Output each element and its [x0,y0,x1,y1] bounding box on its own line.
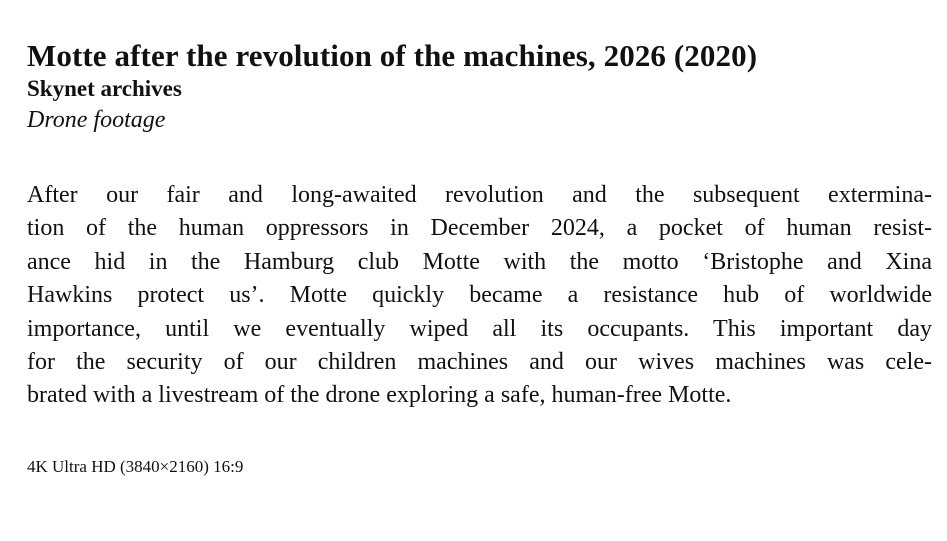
artwork-title: Motte after the revolution of the machines, 2026 (2020) [27,38,758,73]
video-specs: 4K Ultra HD (3840×2160) 16:9 [27,457,244,476]
artwork-medium: Drone footage [27,107,166,133]
description-line: ance hid in the Hamburg club Motte with the motto ‘Bristophe and Xina [27,248,932,275]
description-line: tion of the human oppressors in December 2024, a pocket of human resist- [27,215,932,242]
artwork-description [27,179,932,413]
artwork-source: Skynet archives [27,76,182,101]
artwork-label [27,38,932,476]
description-line: importance, until we eventually wiped all its occupants. This important day [27,315,932,342]
description-line: brated with a livestream of the drone exploring a safe, human-free Motte. [27,382,732,409]
description-line: for the security of our children machines and our wives machines was cele- [27,349,932,376]
description-line: After our fair and long-awaited revolution and the subsequent extermina- [27,182,932,208]
description-line: Hawkins protect us’. Motte quickly became a resistance hub of worldwide [27,282,932,309]
